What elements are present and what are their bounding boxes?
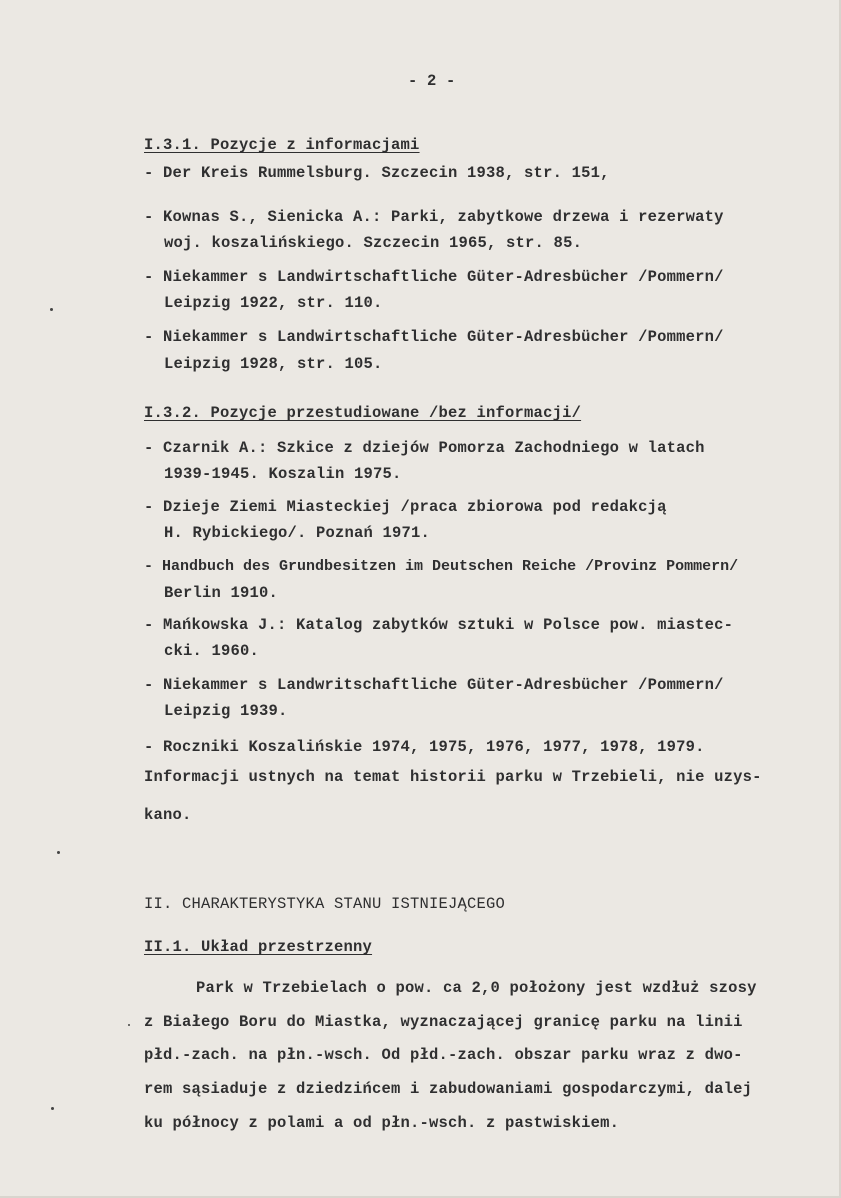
ref-item: - Czarnik A.: Szkice z dziejów Pomorza Zachodniego w latach: [144, 439, 705, 457]
ref-item: - Der Kreis Rummelsburg. Szczecin 1938, str. 151,: [144, 164, 610, 182]
ref-item-continued: 1939-1945. Koszalin 1975.: [164, 465, 402, 483]
heading-ii: II. CHARAKTERYSTYKA STANU ISTNIEJĄCEGO: [144, 895, 506, 913]
ref-item-continued: H. Rybickiego/. Poznań 1971.: [164, 524, 431, 542]
paper-speck: [57, 851, 60, 854]
ref-item: - Dzieje Ziemi Miasteckiej /praca zbiorowa pod redakcją: [144, 498, 667, 516]
page-number: - 2 -: [408, 72, 456, 90]
ref-item: - Kownas S., Sienicka A.: Parki, zabytkowe drzewa i rezerwaty: [144, 208, 724, 226]
paper-speck: [50, 308, 53, 311]
ref-item: - Mańkowska J.: Katalog zabytków sztuki w Polsce pow. miastec-: [144, 616, 734, 634]
heading-i31: I.3.1. Pozycje z informacjami: [144, 136, 420, 154]
paragraph-line: płd.-zach. na płn.-wsch. Od płd.-zach. obszar parku wraz z dwo-: [144, 1046, 743, 1064]
note-line: Informacji ustnych na temat historii parku w Trzebieli, nie uzys-: [144, 768, 762, 786]
ref-item: - Niekammer s Landwirtschaftliche Güter-Adresbücher /Pommern/: [144, 268, 724, 286]
ref-item-continued: Leipzig 1939.: [164, 702, 288, 720]
paragraph-line: rem sąsiaduje z dziedzińcem i zabudowaniami gospodarczymi, dalej: [144, 1080, 753, 1098]
heading-i32: I.3.2. Pozycje przestudiowane /bez informacji/: [144, 404, 582, 422]
note-line: kano.: [144, 806, 192, 824]
paper-speck: [51, 1107, 54, 1110]
ref-item: - Niekammer s Landwritschaftliche Güter-Adresbücher /Pommern/: [144, 676, 724, 694]
paper-speck: [128, 1024, 130, 1026]
ref-item-continued: woj. koszalińskiego. Szczecin 1965, str. 85.: [164, 234, 583, 252]
subheading-ii1: II.1. Układ przestrzenny: [144, 938, 373, 956]
paragraph-line: z Białego Boru do Miastka, wyznaczającej granicę parku na linii: [144, 1013, 743, 1031]
ref-item-continued: cki. 1960.: [164, 642, 260, 660]
paragraph-line: ku północy z polami a od płn.-wsch. z pastwiskiem.: [144, 1114, 620, 1132]
ref-item-continued: Berlin 1910.: [164, 584, 279, 602]
ref-item: - Roczniki Koszalińskie 1974, 1975, 1976, 1977, 1978, 1979.: [144, 738, 705, 756]
paragraph-line: Park w Trzebielach o pow. ca 2,0 położony jest wzdłuż szosy: [196, 979, 757, 997]
ref-item-continued: Leipzig 1928, str. 105.: [164, 355, 383, 373]
ref-item: - Niekammer s Landwirtschaftliche Güter-Adresbücher /Pommern/: [144, 328, 724, 346]
ref-item: - Handbuch des Grundbesitzen im Deutschen Reiche /Provinz Pommern/: [144, 558, 739, 575]
ref-item-continued: Leipzig 1922, str. 110.: [164, 294, 383, 312]
